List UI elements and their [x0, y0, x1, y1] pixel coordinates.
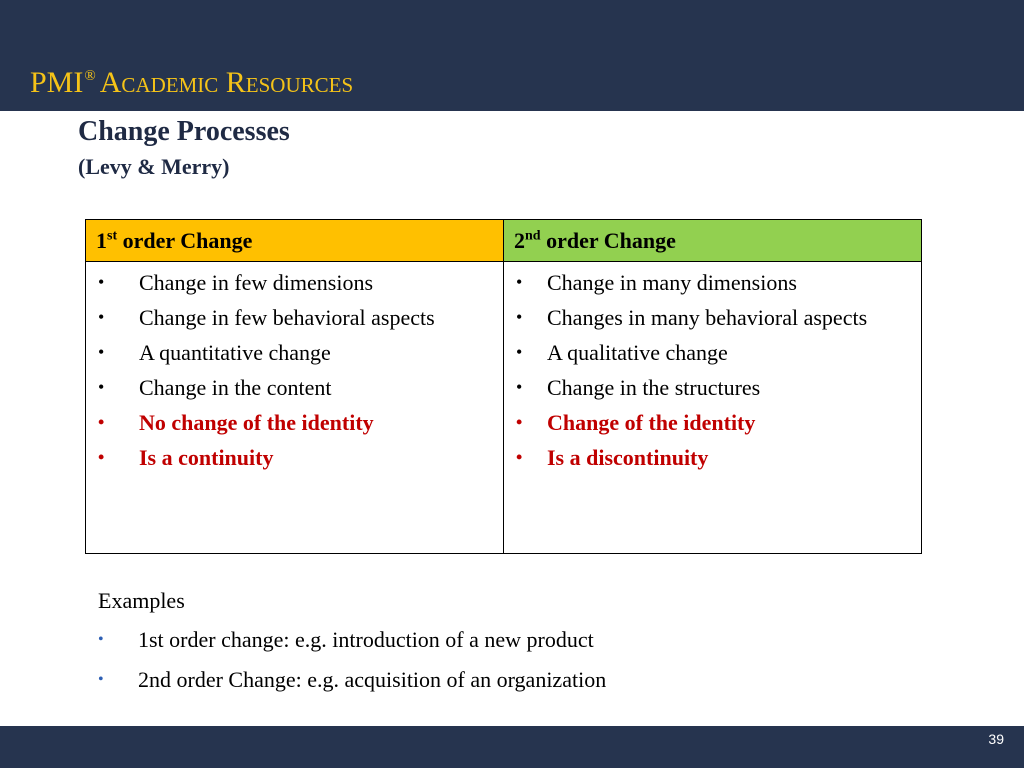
second-order-list: [504, 262, 921, 473]
list-item-text: Change in the structures: [547, 375, 761, 400]
list-item-text: Change in many dimensions: [547, 270, 797, 295]
bullet-icon: •: [516, 377, 523, 397]
bullet-icon: •: [516, 412, 523, 432]
slide-subtitle: (Levy & Merry): [78, 154, 230, 179]
list-item-highlighted: [86, 442, 503, 473]
first-order-suffix: st: [107, 228, 118, 244]
bullet-icon: •: [98, 272, 105, 292]
example-item-second-order: 2nd order Change: e.g. acquisition of an organization: [138, 667, 607, 692]
second-order-header: [504, 220, 921, 262]
list-item: [504, 267, 921, 298]
list-item: [86, 267, 503, 298]
list-item-text: Change in few dimensions: [139, 270, 374, 295]
list-item-text: A qualitative change: [547, 340, 728, 365]
slide-title: Change Processes: [78, 116, 290, 147]
list-item: [86, 372, 503, 403]
brand-rest: Academic Resources: [99, 66, 354, 99]
bullet-icon: •: [516, 342, 523, 362]
first-order-label: order Change: [122, 228, 253, 253]
brand-main: PMI: [30, 66, 84, 99]
list-item-text: No change of the identity: [139, 410, 374, 435]
list-item-text: Changes in many behavioral aspects: [547, 305, 868, 330]
second-order-suffix: nd: [525, 228, 541, 244]
first-order-column: [86, 220, 504, 553]
list-item-highlighted: [504, 407, 921, 438]
list-item-text: Change in the content: [139, 375, 332, 400]
page-number: 39: [988, 731, 1004, 747]
list-item: [504, 372, 921, 403]
second-order-label: order Change: [546, 228, 676, 253]
second-order-ordinal: 2: [514, 228, 525, 253]
bullet-icon: •: [98, 671, 104, 688]
list-item-text: Change of the identity: [547, 410, 756, 435]
brand-registered-mark: ®: [84, 68, 96, 84]
list-item: [504, 337, 921, 368]
list-item: [86, 337, 503, 368]
bullet-icon: •: [98, 377, 105, 397]
list-item-highlighted: [86, 407, 503, 438]
list-item-highlighted: [504, 442, 921, 473]
bullet-icon: •: [98, 631, 104, 648]
brand-logo-text: [30, 58, 353, 101]
bullet-icon: •: [98, 342, 105, 362]
list-item-text: A quantitative change: [139, 340, 331, 365]
list-item-text: Change in few behavioral aspects: [139, 305, 435, 330]
list-item-text: Is a discontinuity: [547, 445, 709, 470]
first-order-header: [86, 220, 503, 262]
bullet-icon: •: [98, 307, 105, 327]
comparison-table: [85, 219, 922, 554]
bullet-icon: •: [98, 412, 105, 432]
footer-bar: [0, 726, 1024, 768]
first-order-list: [86, 262, 503, 473]
list-item-text: Is a continuity: [139, 445, 274, 470]
first-order-ordinal: 1: [96, 228, 107, 253]
examples-heading: Examples: [98, 588, 185, 613]
list-item: [86, 302, 503, 333]
bullet-icon: •: [516, 272, 523, 292]
bullet-icon: •: [516, 447, 523, 467]
bullet-icon: •: [98, 447, 105, 467]
bullet-icon: •: [516, 307, 523, 327]
second-order-column: [504, 220, 921, 553]
list-item: [504, 302, 921, 333]
example-item-first-order: 1st order change: e.g. introduction of a new product: [138, 627, 594, 652]
